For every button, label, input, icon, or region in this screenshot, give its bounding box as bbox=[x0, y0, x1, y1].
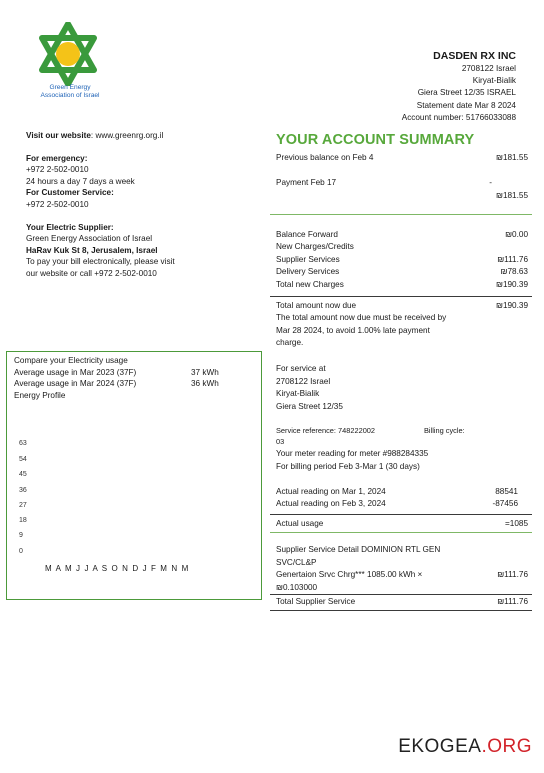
address-line-3: Giera Street 12/35 ISRAEL bbox=[417, 88, 516, 98]
emergency-hours: 24 hours a day 7 days a week bbox=[26, 176, 135, 186]
supplier-detail-1: Supplier Service Detail DOMINION RTL GEN bbox=[276, 545, 441, 554]
website-link[interactable]: : www.greenrg.org.il bbox=[90, 131, 164, 140]
total-new-charges-label: Total new Charges bbox=[276, 280, 344, 289]
divider bbox=[270, 296, 532, 297]
usage-row-2 bbox=[14, 378, 254, 390]
company-name: DASDEN RX INC bbox=[433, 50, 516, 62]
service-address bbox=[276, 363, 528, 412]
y-tick: 63 bbox=[19, 440, 27, 447]
total-due-label: Total amount now due bbox=[276, 301, 357, 310]
total-supplier-value: ₪111.76 bbox=[497, 597, 528, 606]
brand-part-1: EKOGEA bbox=[398, 736, 482, 757]
previous-balance-label: Previous balance on Feb 4 bbox=[276, 153, 374, 162]
service-at-label: For service at bbox=[276, 364, 326, 373]
customer-header bbox=[296, 49, 516, 124]
website-line bbox=[26, 130, 236, 142]
total-supplier-label: Total Supplier Service bbox=[276, 597, 356, 606]
usage-row-1-label: Average usage in Mar 2023 (37F) bbox=[14, 367, 137, 377]
supplier-name: Green Energy Association of Israel bbox=[26, 234, 153, 244]
service-reference: Service reference: 748222002 bbox=[276, 426, 376, 435]
pay-note-2: our website or call +972 2-502-0010 bbox=[26, 268, 157, 278]
billing-cycle-label: Billing cycle: bbox=[424, 426, 465, 435]
payment-label: Payment Feb 17 bbox=[276, 178, 337, 187]
customer-service-label: For Customer Service: bbox=[26, 188, 114, 198]
supplier-detail-2: SVC/CL&P bbox=[276, 557, 317, 567]
due-note-1: The total amount now due must be received by bbox=[276, 313, 447, 322]
customer-service-phone: +972 2-502-0010 bbox=[26, 199, 89, 209]
month-axis-labels: M A M J J A S O N D J F M N M bbox=[45, 564, 190, 573]
service-line-2: Kiryat-Bialik bbox=[276, 389, 320, 399]
service-line-1: 2708122 Israel bbox=[276, 376, 331, 386]
divider bbox=[270, 594, 532, 595]
company-logo bbox=[36, 22, 100, 86]
meter-reading-row bbox=[276, 448, 528, 472]
supplier-services-label: Supplier Services bbox=[276, 255, 340, 264]
delivery-services-label: Delivery Services bbox=[276, 267, 340, 276]
generation-line-2: ₪0.103000 bbox=[276, 582, 318, 592]
payment-value: ₪181.55 bbox=[496, 191, 528, 200]
previous-balance-value: ₪181.55 bbox=[496, 153, 528, 162]
meter-reading: Your meter reading for meter #988284335 bbox=[276, 449, 429, 458]
generation-row bbox=[276, 569, 528, 593]
usage-row-2-value: 36 kWh bbox=[191, 379, 219, 389]
divider bbox=[270, 514, 532, 515]
address-line-1: 2708122 Israel bbox=[461, 64, 516, 73]
y-tick: 9 bbox=[19, 532, 23, 539]
emergency-phone: +972 2-502-0010 bbox=[26, 165, 89, 175]
y-tick: 18 bbox=[19, 517, 27, 524]
supplier-services-value: ₪111.76 bbox=[497, 255, 528, 264]
energy-profile-label: Energy Profile bbox=[14, 390, 66, 400]
logo-text bbox=[28, 84, 112, 99]
statement-date: Statement date Mar 8 2024 bbox=[416, 100, 516, 110]
actual-usage-value: =1085 bbox=[505, 519, 528, 528]
usage-row-1 bbox=[14, 367, 254, 379]
emergency-label: For emergency: bbox=[26, 153, 88, 163]
due-note-3: charge. bbox=[276, 338, 304, 348]
usage-row-2-label: Average usage in Mar 2024 (37F) bbox=[14, 379, 137, 389]
actual-mar-label: Actual reading on Mar 1, 2024 bbox=[276, 487, 386, 496]
pay-note-1: To pay your bill electronically, please visit bbox=[26, 257, 175, 267]
y-tick: 45 bbox=[19, 471, 27, 478]
contact-info bbox=[26, 130, 236, 280]
y-tick: 54 bbox=[19, 456, 27, 463]
y-tick: 36 bbox=[19, 487, 27, 494]
actual-feb-value: -87456 bbox=[492, 499, 518, 508]
y-tick: 0 bbox=[19, 548, 23, 555]
usage-title: Compare your Electricity usage bbox=[14, 356, 128, 365]
y-tick: 27 bbox=[19, 502, 27, 509]
website-label: Visit our website bbox=[26, 131, 91, 140]
billing-cycle-value: 03 bbox=[276, 437, 285, 446]
logo-line-1: Green Energy bbox=[49, 84, 91, 91]
service-line-3: Giera Street 12/35 bbox=[276, 401, 343, 411]
generation-value: ₪111.76 bbox=[497, 570, 528, 579]
due-note bbox=[276, 312, 528, 349]
actual-usage-label: Actual usage bbox=[276, 519, 324, 528]
total-new-charges-value: ₪190.39 bbox=[496, 280, 528, 289]
balance-forward-value: ₪0.00 bbox=[505, 230, 528, 239]
total-due-value: ₪190.39 bbox=[496, 301, 528, 310]
divider bbox=[270, 610, 532, 611]
payment-sign: - bbox=[489, 178, 492, 187]
supplier-label: Your Electric Supplier: bbox=[26, 222, 114, 232]
usage-comparison bbox=[14, 355, 254, 401]
logo-line-2: Association of Israel bbox=[40, 91, 100, 99]
address-line-2: Kiryat-Bialik bbox=[472, 76, 516, 86]
brand-part-2: .ORG bbox=[481, 736, 532, 757]
actual-feb-label: Actual reading on Feb 3, 2024 bbox=[276, 499, 386, 508]
delivery-services-value: ₪78.63 bbox=[500, 267, 528, 276]
supplier-address: HaRav Kuk St 8, Jerusalem, Israel bbox=[26, 245, 158, 255]
divider bbox=[270, 532, 532, 533]
star-sun-logo-icon bbox=[36, 22, 100, 86]
billing-period: For billing period Feb 3-Mar 1 (30 days) bbox=[276, 461, 420, 471]
divider bbox=[270, 214, 532, 215]
supplier-detail bbox=[276, 544, 528, 568]
brand-watermark bbox=[398, 736, 532, 758]
summary-title: YOUR ACCOUNT SUMMARY bbox=[276, 132, 475, 148]
due-note-2: Mar 28 2024, to avoid 1.00% late payment bbox=[276, 325, 430, 335]
usage-row-1-value: 37 kWh bbox=[191, 367, 219, 377]
actual-mar-value: 88541 bbox=[495, 487, 518, 496]
balance-forward-label: Balance Forward bbox=[276, 230, 338, 239]
new-charges-label: New Charges/Credits bbox=[276, 242, 354, 251]
account-number: Account number: 51766033088 bbox=[401, 112, 516, 122]
generation-line-1: Genertaion Srvc Chrg*** 1085.00 kWh × bbox=[276, 570, 423, 579]
